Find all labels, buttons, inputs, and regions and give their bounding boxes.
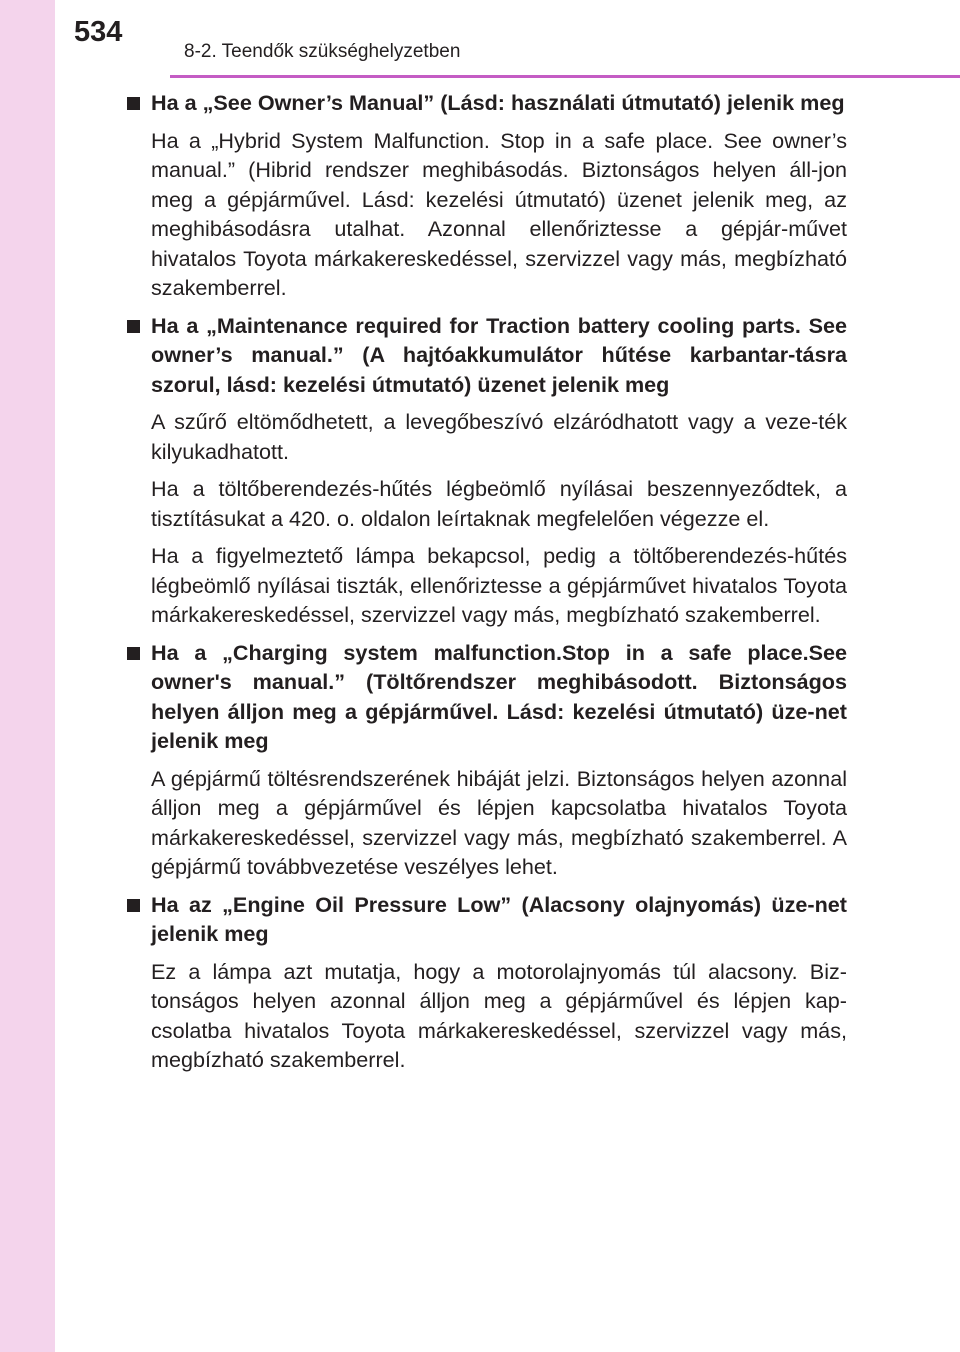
section-heading-text: Ha a „Maintenance required for Traction battery cooling parts. See owner’s manual.” (A hajtóakkumulátor hűtése karbantar-tásra szorul, lásd: kezelési útmutató) üzenet jelenik meg — [151, 312, 847, 397]
section-charging-system — [127, 638, 847, 882]
square-bullet-icon — [127, 899, 140, 912]
header-rule — [170, 75, 960, 78]
section-heading-text: Ha a „Charging system malfunction.Stop in a safe place.See owner's manual.” (Töltőrendszer meghibásodott. Biztonságos helyen álljon meg a gépjárművel. Lásd: kezelési útmutató) üze-net jelenik meg — [151, 639, 847, 753]
section-paragraph: Ha a figyelmeztető lámpa bekapcsol, pedig a töltőberendezés-hűtés légbeömlő nyílásai tiszták, ellenőriztesse a gépjárművet hivatalos Toyota márkakereskedéssel, szervizzel vagy más, megbízható szakemberrel. — [151, 543, 847, 627]
section-heading-text: Ha a „See Owner’s Manual” (Lásd: használati útmutató) jelenik meg — [151, 90, 845, 115]
section-traction-battery-cooling — [127, 311, 847, 630]
page-content — [127, 88, 847, 1083]
section-engine-oil-pressure — [127, 890, 847, 1075]
section-heading — [127, 890, 847, 949]
section-heading — [127, 638, 847, 756]
square-bullet-icon — [127, 97, 140, 110]
section-paragraph: A gépjármű töltésrendszerének hibáját jelzi. Biztonságos helyen azonnal álljon meg a gépjárművel és lépjen kapcsolatba hivatalos Toyota márkakereskedéssel, szervizzel vagy más, megbízható szakemberrel. A gépjármű továbbvezetése veszélyes lehet. — [151, 765, 847, 879]
section-see-owners-manual — [127, 88, 847, 303]
section-heading — [127, 88, 847, 118]
section-paragraph: A szűrő eltömődhetett, a levegőbeszívó elzáródhatott vagy a veze-ték kilyukadhatott. — [151, 409, 847, 464]
side-color-band — [0, 0, 55, 1352]
section-paragraph: Ha a „Hybrid System Malfunction. Stop in a safe place. See owner’s manual.” (Hibrid rendszer meghibásodás. Biztonságos helyen áll-jon meg a gépjárművel. Lásd: kezelési útmutató) üzenet jelenik meg, az meghibásodásra utalhat. Azonnal ellenőriztesse a gépjár-művet hivatalos Toyota márkakereskedéssel, szervizzel vagy más, megbízható szakemberrel. — [151, 127, 847, 300]
section-paragraph: Ha a töltőberendezés-hűtés légbeömlő nyílásai beszennyeződtek, a tisztításukat a 420. o. oldalon leírtaknak megfelelően végezze el. — [151, 476, 847, 531]
section-paragraph: Ez a lámpa azt mutatja, hogy a motorolajnyomás túl alacsony. Biz-tonságos helyen azonnal álljon meg a gépjárművel és lépjen kap-csolatba hivatalos Toyota márkakereskedéssel, szervizzel vagy más, megbízható szakemberrel. — [151, 958, 847, 1072]
section-heading — [127, 311, 847, 400]
page-number: 534 — [74, 16, 123, 48]
section-heading-text: Ha az „Engine Oil Pressure Low” (Alacsony olajnyomás) üze-net jelenik meg — [151, 891, 847, 946]
chapter-title: 8-2. Teendők szükséghelyzetben — [184, 41, 461, 62]
square-bullet-icon — [127, 320, 140, 333]
square-bullet-icon — [127, 647, 140, 660]
